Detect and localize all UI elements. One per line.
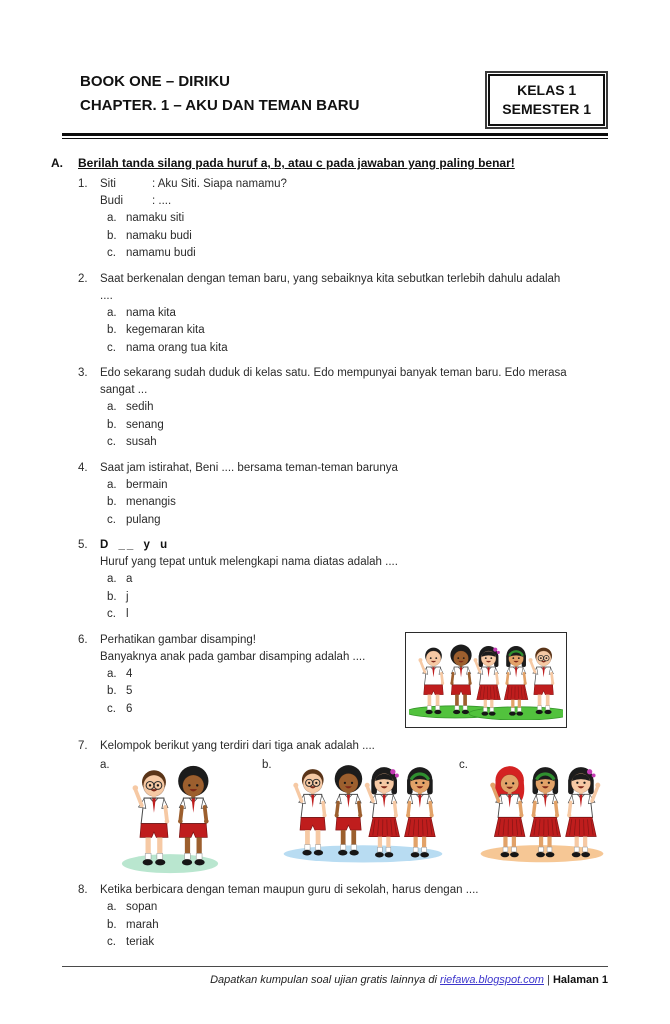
option-text: bermain <box>126 478 168 491</box>
answer-option <box>100 512 608 530</box>
option-text: sedih <box>126 401 154 413</box>
children-illustration-q7a <box>116 758 221 875</box>
image-answer-option <box>100 758 221 875</box>
question <box>62 882 608 952</box>
question-body <box>100 537 608 624</box>
option-text: kegemaran kita <box>126 324 205 336</box>
option-letter: c. <box>107 936 116 949</box>
option-text: namamu budi <box>126 247 196 259</box>
question-number: 1. <box>78 178 88 190</box>
book-title: BOOK ONE – DIRIKU <box>80 73 231 90</box>
question <box>62 537 608 624</box>
option-text: senang <box>126 418 164 431</box>
option-letter: b. <box>107 418 117 431</box>
document-titles <box>62 70 359 118</box>
page-footer <box>62 966 608 986</box>
option-letter: b. <box>107 590 117 603</box>
footer-link[interactable]: riefawa.blogspot.com <box>440 974 544 986</box>
option-text: namaku siti <box>126 212 185 224</box>
option-letter: a. <box>107 573 117 585</box>
option-text: 6 <box>126 702 133 715</box>
option-letter: a. <box>107 901 117 914</box>
class-semester-badge-inner <box>488 74 605 126</box>
option-letter: b. <box>107 918 117 931</box>
option-text: l <box>126 608 129 620</box>
option-text: 5 <box>126 685 133 697</box>
question-text: sangat ... <box>100 384 148 396</box>
question-text: D __ y u <box>100 539 170 551</box>
question-number: 3. <box>78 367 88 379</box>
option-text: 4 <box>126 667 133 680</box>
option-letter: c. <box>107 341 116 354</box>
question-number: 6. <box>78 633 88 646</box>
answer-option <box>100 210 608 228</box>
option-text: susah <box>126 436 157 448</box>
answer-option <box>100 305 608 323</box>
option-letter: b. <box>107 229 117 242</box>
answer-option <box>100 417 608 435</box>
option-text: menangis <box>126 496 176 508</box>
answer-option <box>100 701 398 719</box>
option-text: marah <box>126 918 159 931</box>
dialogue-line <box>100 193 608 210</box>
section-label: A. <box>51 156 63 170</box>
question <box>62 271 608 358</box>
dialogue-line <box>100 176 608 193</box>
footer-separator: | <box>543 974 553 986</box>
question-body <box>100 271 608 358</box>
answer-option <box>100 340 608 358</box>
image-answer-option <box>459 758 606 864</box>
image-answer-option <box>262 758 445 864</box>
answer-option <box>100 322 608 340</box>
answer-option <box>100 899 608 917</box>
option-letter: c. <box>459 758 468 771</box>
answer-option <box>100 683 398 701</box>
answer-option <box>100 589 608 607</box>
question-text: Ketika berbicara dengan teman maupun guru di sekolah, harus dengan .... <box>100 884 479 897</box>
children-illustration-q6 <box>409 639 563 721</box>
children-illustration-q7b <box>278 758 445 864</box>
answer-option <box>100 434 608 452</box>
option-letter: c. <box>107 247 116 259</box>
question-number: 2. <box>78 272 88 285</box>
question-image-box <box>405 632 567 728</box>
question <box>62 738 608 875</box>
option-letter: a. <box>100 758 110 771</box>
option-letter: a. <box>107 401 117 413</box>
question-number: 8. <box>78 884 88 897</box>
question-number: 7. <box>78 739 88 752</box>
question-number: 4. <box>78 461 88 474</box>
option-text: namaku budi <box>126 229 192 242</box>
answer-option <box>100 571 608 589</box>
option-text: nama orang tua kita <box>126 341 228 354</box>
question-text: Saat berkenalan dengan teman baru, yang sebaiknya kita sebutkan terlebih dahulu adalah <box>100 272 561 285</box>
option-letter: a. <box>107 478 117 491</box>
option-letter: c. <box>107 436 116 448</box>
dialogue-speaker: Siti <box>100 178 116 190</box>
section-heading <box>51 156 608 170</box>
questions-list <box>62 176 608 952</box>
header-divider <box>62 133 608 139</box>
option-letter: b. <box>107 685 117 697</box>
option-letter: a. <box>107 667 117 680</box>
question-body <box>100 365 608 452</box>
question-body <box>100 738 608 875</box>
badge-semester-label: SEMESTER 1 <box>502 101 591 117</box>
option-text: sopan <box>126 901 158 914</box>
class-semester-badge <box>485 71 608 129</box>
question-text: Saat jam istirahat, Beni .... bersama teman-teman barunya <box>100 461 398 474</box>
question-text: Banyaknya anak pada gambar disamping adalah .... <box>100 650 366 663</box>
option-letter: b. <box>107 324 117 336</box>
dialogue-text: : Aku Siti. Siapa namamu? <box>152 178 287 190</box>
option-text: a <box>126 573 133 585</box>
answer-option <box>100 917 608 935</box>
answer-option <box>100 245 608 263</box>
badge-class-label: KELAS 1 <box>517 82 577 98</box>
option-letter: a. <box>107 212 117 224</box>
image-options-row <box>100 758 608 875</box>
question-text: .... <box>100 289 113 302</box>
option-letter: a. <box>107 306 117 319</box>
answer-option <box>100 934 608 952</box>
question-number: 5. <box>78 539 88 551</box>
question-body <box>100 460 608 530</box>
section-instruction: Berilah tanda silang pada huruf a, b, atau c pada jawaban yang paling benar! <box>78 156 515 170</box>
page-number: Halaman 1 <box>552 974 608 986</box>
option-text: j <box>126 590 129 603</box>
answer-option <box>100 606 608 624</box>
chapter-title: CHAPTER. 1 – AKU DAN TEMAN BARU <box>80 97 360 114</box>
answer-option <box>100 477 608 495</box>
question <box>62 460 608 530</box>
answer-option <box>100 666 398 684</box>
question <box>62 365 608 452</box>
question-text: Kelompok berikut yang terdiri dari tiga anak adalah .... <box>100 739 375 752</box>
question <box>62 632 608 730</box>
question-text: Huruf yang tepat untuk melengkapi nama diatas adalah .... <box>100 556 398 568</box>
question <box>62 176 608 263</box>
dialogue-speaker: Budi <box>100 195 124 207</box>
option-letter: c. <box>107 702 116 715</box>
answer-option <box>100 399 608 417</box>
option-letter: c. <box>107 608 116 620</box>
children-illustration-q7c <box>478 758 606 864</box>
children-illustration-q7b <box>281 758 445 864</box>
option-text: pulang <box>126 513 161 526</box>
option-letter: b. <box>107 496 117 508</box>
question-body <box>100 882 608 952</box>
question-body <box>100 176 608 263</box>
option-text: teriak <box>126 936 155 949</box>
answer-option <box>100 494 608 512</box>
question-text: Edo sekarang sudah duduk di kelas satu. Edo mempunyai banyak teman baru. Edo merasa <box>100 367 567 379</box>
document-header <box>62 0 608 129</box>
question-text: Perhatikan gambar disamping! <box>100 633 256 646</box>
dialogue-text: : .... <box>152 195 172 207</box>
option-text: nama kita <box>126 306 176 319</box>
children-illustration-q7a <box>119 758 221 875</box>
footer-text: Dapatkan kumpulan soal ujian gratis lainnya di <box>210 974 441 986</box>
answer-option <box>100 228 608 246</box>
option-letter: c. <box>107 513 116 526</box>
option-letter: b. <box>262 758 272 771</box>
children-illustration-q7c <box>475 758 606 864</box>
